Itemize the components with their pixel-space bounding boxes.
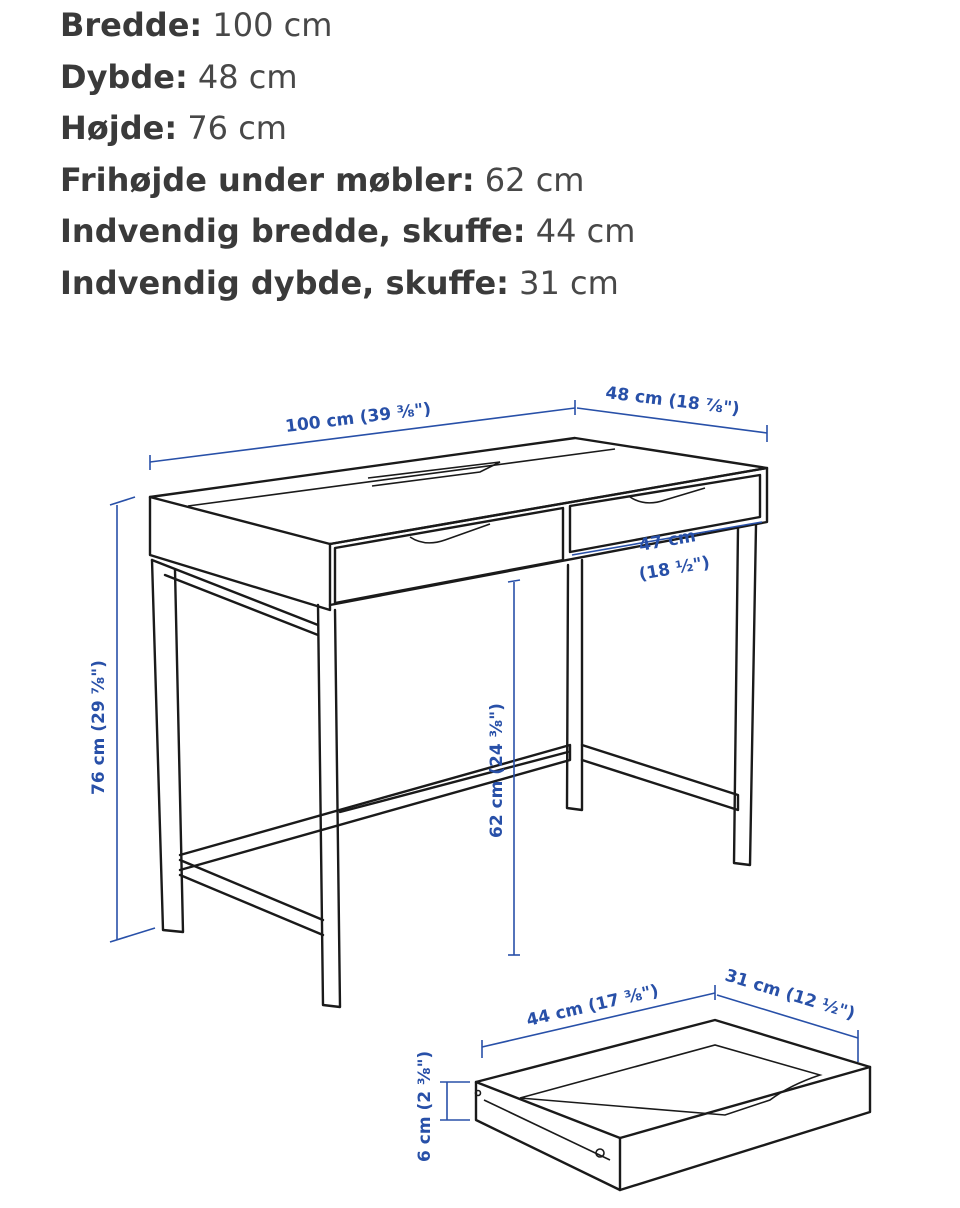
spec-label: Højde: [60, 109, 178, 147]
spec-clearance [60, 155, 635, 207]
drawer-width-dimension-label: 44 cm (17 ⅜") [524, 981, 661, 1031]
width-dimension-label: 100 cm (39 ⅜") [284, 399, 433, 437]
spec-value: 76 cm [187, 109, 287, 147]
spec-value: 48 cm [197, 57, 298, 96]
drawer-height-dimension-label: 6 cm (2 ⅜") [415, 1050, 435, 1162]
drawer-front-dimension-label: 47 cm [637, 526, 698, 556]
spec-drawer-inner-depth [60, 258, 635, 310]
clearance-dimension-label: 62 cm (24 ⅜") [487, 703, 507, 838]
drawer-depth-dimension-label: 31 cm (12 ½") [722, 965, 858, 1025]
spec-drawer-inner-width [60, 206, 635, 258]
spec-value: 62 cm [484, 160, 585, 199]
spec-label: Indvendig dybde, skuffe: [60, 263, 509, 302]
spec-width [60, 0, 635, 52]
desk-dimension-diagram [0, 330, 960, 1208]
spec-label: Dybde: [60, 57, 188, 96]
height-dimension-label: 76 cm (29 ⅞") [89, 660, 109, 795]
spec-height [60, 103, 635, 155]
desk-drawing [150, 438, 767, 1007]
spec-label: Indvendig bredde, skuffe: [60, 212, 526, 250]
specifications-list [60, 0, 635, 309]
drawer-drawing [476, 1020, 871, 1190]
spec-label: Bredde: [60, 6, 203, 44]
depth-dimension-label: 48 cm (18 ⅞") [604, 383, 741, 420]
spec-label: Frihøjde under møbler: [60, 160, 475, 199]
dimension-lines [110, 400, 858, 1120]
spec-depth [60, 52, 635, 104]
spec-value: 31 cm [519, 263, 619, 302]
spec-value: 44 cm [535, 212, 636, 250]
drawer-front-dimension-imperial: (18 ½") [637, 552, 712, 585]
spec-value: 100 cm [212, 6, 333, 44]
